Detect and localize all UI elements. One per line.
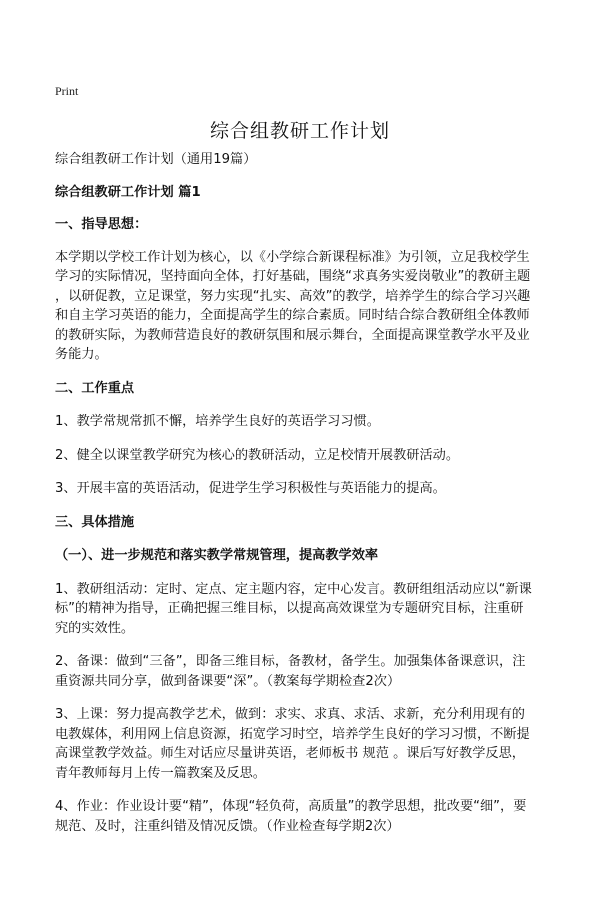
paragraph-line: 究的实效性。 <box>55 620 135 636</box>
list-item: 2、健全以课堂教学研究为核心的教研活动，立足校情开展教研活动。 <box>55 447 460 463</box>
section-1-heading: 一、指导思想： <box>55 217 148 232</box>
paragraph-line: 高课堂教学效益。师生对话应尽量讲英语，老师板书 规范 。课后写好教学反思， <box>55 746 525 761</box>
list-item: 3、开展丰富的英语活动，促进学生学习积极性与英语能力的提高。 <box>55 481 446 496</box>
paragraph-line: 青年教师每月上传一篇教案及反思。 <box>55 765 266 781</box>
paragraph-line: 本学期以学校工作计划为核心，以《小学综合新课程标准》为引领，立足我校学生 <box>55 249 530 265</box>
list-item: 1、教学常规常抓不懈，培养学生良好的英语学习习惯。 <box>55 414 380 429</box>
paragraph-line: 和自主学习英语的能力，全面提高学生的综合素质。同时结合综合教研组全体教师 <box>55 308 530 323</box>
paragraph-line: 1、教研组活动：定时、定点、定主题内容，定中心发言。教研组组活动应以“新课 <box>55 581 532 597</box>
section-1-paragraph <box>55 248 547 365</box>
paragraph-line: 规范、及时，注重纠错及情况反馈。（作业检查每学期2次） <box>55 818 400 834</box>
measure-item-4 <box>55 797 547 836</box>
paragraph-line: 重资源共同分享，做到备课要“深”。（教案每学期检查2次） <box>55 673 401 689</box>
measure-item-3 <box>55 705 547 783</box>
paragraph-line: 电教媒体，利用网上信息资源，拓宽学习时空，培养学生良好的学习习惯，不断提 <box>55 726 530 742</box>
paragraph-line: 3、上课：努力提高教学艺术，做到：求实、求真、求活、求新，充分利用现有的 <box>55 707 525 722</box>
measure-item-2 <box>55 652 547 691</box>
paragraph-line: 的教研实际，为教师营造良好的教研氛围和展示舞台，全面提高课堂教学水平及业 <box>55 327 530 343</box>
section-3-subheading: （一）、进一步规范和落实教学常规管理，提高教学效率 <box>55 548 379 563</box>
paragraph-line: ，以研促教，立足课堂，努力实现“扎实、高效”的教学，培养学生的综合学习兴趣 <box>55 288 531 304</box>
paragraph-line: 标”的精神为指导，正确把握三维目标，以提高高效课堂为专题研究目标，注重研 <box>55 601 524 616</box>
document-body <box>55 150 547 836</box>
paragraph-line: 2、备课：做到“三备”，即备三维目标，备教材，备学生。加强集体备课意识，注 <box>55 654 526 669</box>
document-subtitle: 综合组教研工作计划（通用19篇） <box>55 152 257 167</box>
print-label[interactable]: Print <box>55 84 79 98</box>
section-3-heading: 三、具体措施 <box>55 514 135 530</box>
section-2-heading: 二、工作重点 <box>55 380 135 396</box>
paragraph-line: 学习的实际情况，坚持面向全体，打好基础，围绕“求真务实爱岗敬业”的教研主题 <box>55 269 531 284</box>
paragraph-line: 务能力。 <box>55 347 108 362</box>
measure-item-1 <box>55 580 547 639</box>
paragraph-line: 4、作业：作业设计要“精”，体现“轻负荷，高质量”的教学思想，批改要“细”，要 <box>55 799 527 814</box>
page-title: 综合组教研工作计划 <box>209 120 390 142</box>
chapter-heading: 综合组教研工作计划 篇1 <box>55 184 201 200</box>
